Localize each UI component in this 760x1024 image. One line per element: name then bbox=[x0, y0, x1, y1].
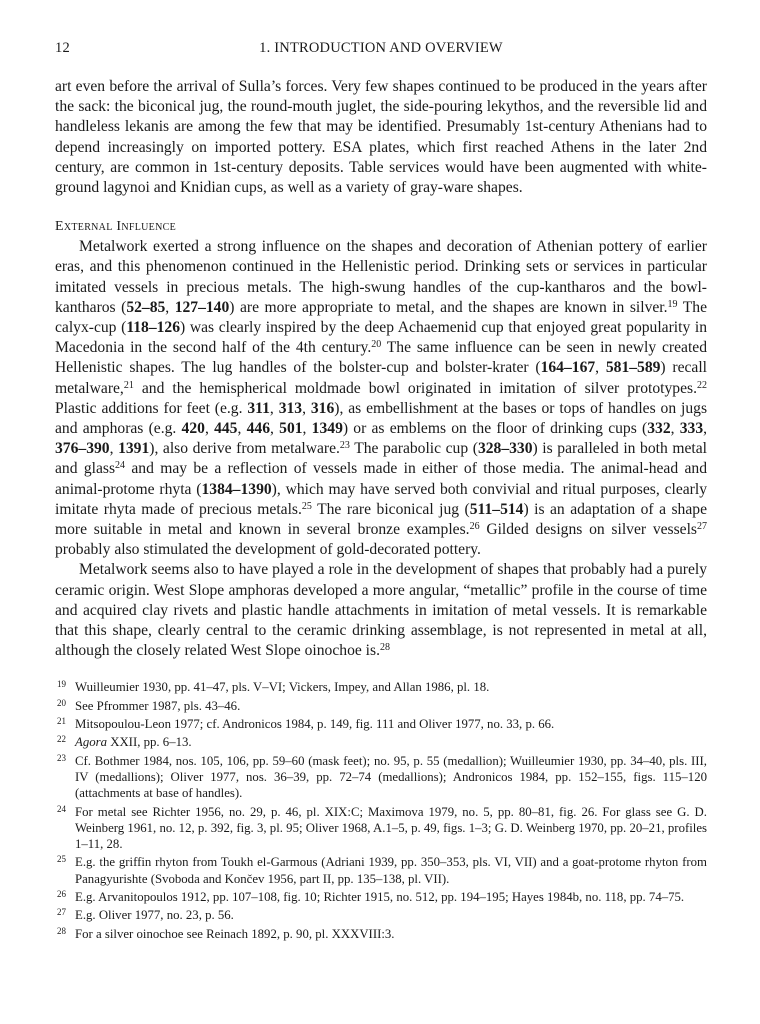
footnote-number: 26 bbox=[57, 889, 66, 900]
footnote-21 bbox=[55, 716, 707, 732]
footnote-text: For a silver oinochoe see Reinach 1892, p. 90, pl. XXXVIII:3. bbox=[75, 926, 395, 941]
footnote-number: 19 bbox=[57, 679, 66, 690]
footnote-text: E.g. Oliver 1977, no. 23, p. 56. bbox=[75, 908, 234, 923]
footnote-24 bbox=[55, 804, 707, 853]
footnote-number: 22 bbox=[57, 734, 66, 745]
footnote-27 bbox=[55, 907, 707, 923]
page-header bbox=[55, 40, 707, 62]
footnote-text: E.g. Arvanitopoulos 1912, pp. 107–108, fig. 10; Richter 1915, no. 512, pp. 194–195; Hayes 1984b, no. 118, pp. 74–75. bbox=[75, 890, 685, 905]
footnote-text: Mitsopoulou-Leon 1977; cf. Andronicos 1984, p. 149, fig. 111 and Oliver 1977, no. 33, p. 66. bbox=[75, 717, 555, 732]
footnote-25 bbox=[55, 854, 707, 887]
section-heading: External Influence bbox=[55, 219, 176, 235]
footnote-number: 25 bbox=[57, 854, 66, 865]
paragraph-metalwork-influence: Metalwork exerted a strong influence on the shapes and decoration of Athenian pottery of earlier eras, and this phenomenon continued in the Hellenistic period. Drinking sets or services in particular imitated vessels in precious metals. The high-swung handles of the cup-kantharos and the bowl-kantharos (52–85, 127–140) are more appropriate to metal, and the shapes are known in silver.$^{19}$ The calyx-cup (118–126) was clearly inspired by the deep Achaemenid cup that enjoyed great popularity in Macedonia in the second half of the 4th century.$^{20}$ The same influence can be seen in newly created Hellenistic shapes. The lug handles of the bolster-cup and bolster-krater (164–167, 581–589) recall metalware,$^{21}$ and the hemispherical moldmade bowl originated in imitation of silver prototypes.$^{22}$ Plastic additions for feet (e.g. 311, 313, 316), as embellishment at the bases or tops of handles on jugs and amphoras (e.g. 420, 445, 446, 501, 1349) or as emblems on the floor of drinking cups (332, 333, 376–390, 1391), also derive from metalware.$^{23}$ The parabolic cup (328–330) is paralleled in both metal and glass$^{24}$ and may be a reflection of vessels made in either of those media. The animal-head and animal-protome rhyta (1384–1390), which may have served both convivial and ritual purposes, clearly imitate rhyta made of precious metals.$^{25}$ The rare biconical jug (511–514) is an adaptation of a shape more suitable in metal and known in several bronze examples.$^{26}$ Gilded designs on silver vessels$^{27}$ probably also stimulated the development of gold-decorated pottery. bbox=[55, 238, 708, 559]
footnotes bbox=[55, 679, 707, 941]
footnote-19 bbox=[55, 679, 707, 695]
footnote-number: 23 bbox=[57, 752, 66, 763]
paragraph-ceramic-origin: Metalwork seems also to have played a role in the development of shapes that probably had a purely ceramic origin. West Slope amphoras developed a more angular, “metallic” profile in the course of time and acquired clay rivets and plastic handle attachments in imitation of metal vessels. It is remarkable that this shape, clearly central to the ceramic drinking assemblage, is not represented in metal at all, although the closely related West Slope oinochoe is.$^{28}$ bbox=[55, 561, 707, 660]
footnote-22 bbox=[55, 734, 707, 750]
footnote-text: Agora XXII, pp. 6–13. bbox=[75, 735, 192, 750]
page bbox=[55, 40, 707, 944]
paragraph-continuation: art even before the arrival of Sulla’s forces. Very few shapes continued to be produced in the years after the sack: the biconical jug, the round-mouth juglet, the side-pouring lekythos, and the reversible lid and handleless lekanis are among the few that may be identified. Presumably 1st-century Athenians had to depend increasingly on imported pottery. ESA plates, which first reached Athens in the later 2nd century, are common in 1st-century deposits. Table services would have been augmented with white-ground lagynoi and Knidian cups, as well as a variety of gray-ware shapes. bbox=[55, 78, 707, 197]
footnote-number: 27 bbox=[57, 907, 66, 918]
footnote-text: For metal see Richter 1956, no. 29, p. 46, pl. XIX:C; Maximova 1979, no. 5, pp. 80–81, fig. 26. For glass see G. D. Weinberg 1961, no. 12, p. 392, fig. 3, pl. 95; Oliver 1968, A.1–5, p. 49, figs. 1–3; G. D. Weinberg 1970, pp. 20–21, profiles 1–11, 28. bbox=[75, 804, 707, 852]
footnote-23 bbox=[55, 753, 707, 802]
footnote-text: Cf. Bothmer 1984, nos. 105, 106, pp. 59–60 (mask feet); no. 95, p. 55 (medallion); Wuilleumier 1930, pp. 34–40, pls. III, IV (medallions); Oliver 1977, nos. 36–39, pp. 72–74 (medallions); Andronicos 1984, pp. 152–155, figs. 115–120 (attachments at base of handles). bbox=[75, 753, 707, 801]
footnote-20 bbox=[55, 698, 707, 714]
footnote-number: 28 bbox=[57, 925, 66, 936]
footnote-number: 20 bbox=[57, 697, 66, 708]
footnote-text: Wuilleumier 1930, pp. 41–47, pls. V–VI; Vickers, Impey, and Allan 1986, pl. 18. bbox=[75, 680, 490, 695]
footnote-number: 21 bbox=[57, 716, 66, 727]
footnote-text: E.g. the griffin rhyton from Toukh el-Garmous (Adriani 1939, pp. 350–353, pls. VI, VII) and a goat-protome rhyton from Panagyurishte (Svoboda and Končev 1956, part II, pp. 135–138, pl. VII). bbox=[75, 855, 707, 886]
footnote-number: 24 bbox=[57, 803, 66, 814]
running-title: 1. INTRODUCTION AND OVERVIEW bbox=[259, 40, 503, 56]
footnote-text: See Pfrommer 1987, pls. 43–46. bbox=[75, 698, 241, 713]
footnote-26 bbox=[55, 889, 707, 905]
footnote-28 bbox=[55, 926, 707, 942]
page-number: 12 bbox=[55, 40, 70, 56]
